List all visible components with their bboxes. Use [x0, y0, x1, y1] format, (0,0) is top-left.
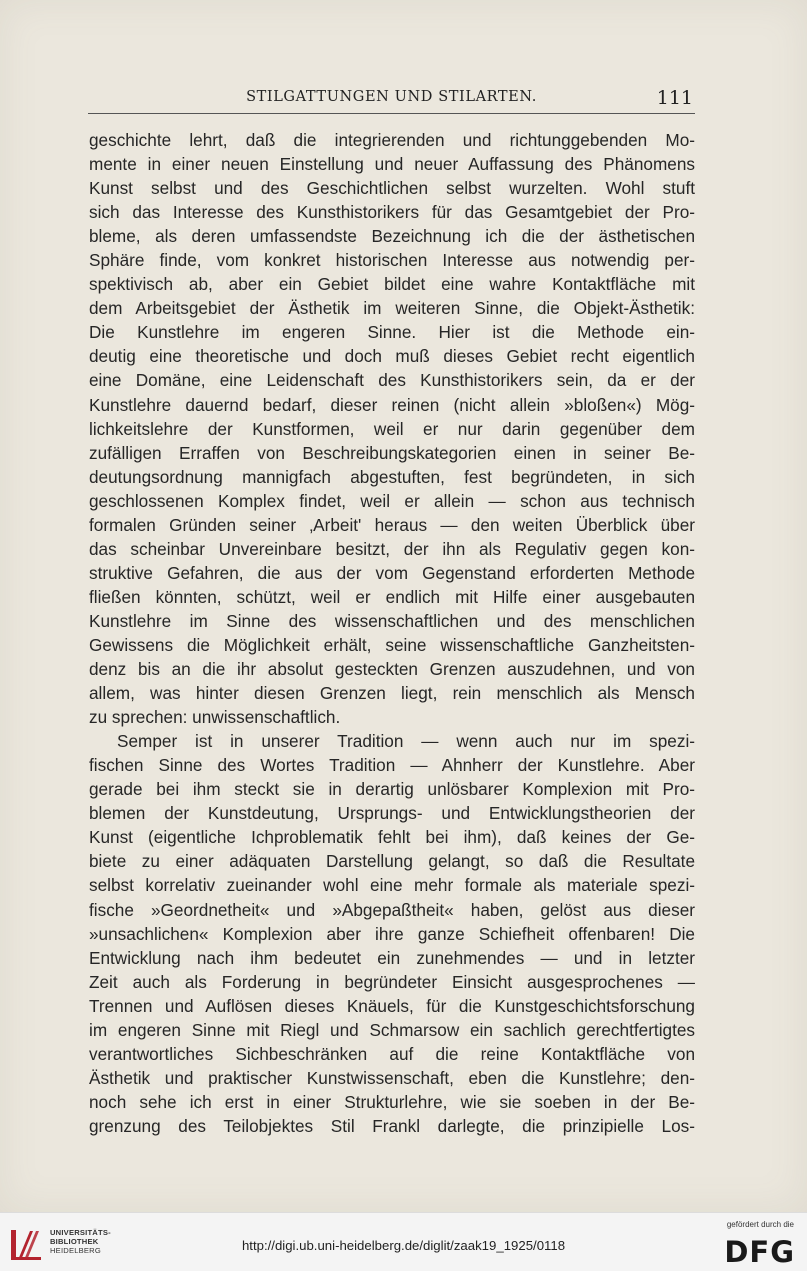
body-text [89, 128, 695, 1138]
text-line: mente in einer neuen Einstellung und neuer Auffassung des Phänomens [89, 154, 695, 175]
text-line: Die Kunstlehre im engeren Sinne. Hier ist die Methode ein- [89, 322, 695, 343]
text-line: fischen Sinne des Wortes Tradition — Ahnherr der Kunstlehre. Aber [89, 755, 695, 776]
text-line: eine Domäne, eine Leidenschaft des Kunsthistorikers sein, da er der [89, 370, 695, 391]
text-line: Entwicklung nach ihm bedeutet ein zunehmendes — und in letzter [89, 947, 695, 968]
text-line: Sphäre finde, vom konkret historischen Interesse aus notwendig per- [89, 250, 695, 271]
text-line: sich das Interesse des Kunsthistorikers für das Gesamtgebiet der Pro- [89, 202, 695, 223]
viewer-footer [0, 1212, 807, 1271]
funding-note: gefördert durch die [726, 1220, 794, 1229]
text-line: Trennen und Auflösen dieses Knäuels, für die Kunstgeschichtsforschung [89, 995, 695, 1016]
text-line: allem, was hinter diesen Grenzen liegt, rein menschlich als Mensch [89, 683, 695, 704]
text-line: »unsachlichen« Komplexion aber ihre ganze Schiefheit offenbaren! Die [89, 923, 695, 944]
text-line: lichkeitslehre der Kunstformen, weil er nur darin gegenüber dem [89, 418, 695, 439]
text-line: Kunstlehre im Sinne des wissenschaftlichen und des menschlichen [89, 610, 695, 631]
text-line: Kunst selbst und des Geschichtlichen selbst wurzelten. Wohl stuft [89, 178, 695, 199]
text-line: blemen der Kunstdeutung, Ursprungs- und Entwicklungstheorien der [89, 803, 695, 824]
text-line: formalen Gründen seiner ‚Arbeit' heraus — den weiten Überblick über [89, 514, 695, 535]
text-line: deutig eine theoretische und doch muß dieses Gebiet recht eigentlich [89, 346, 695, 367]
permalink-url[interactable]: http://digi.ub.uni-heidelberg.de/diglit/zaak19_1925/0118 [241, 1238, 566, 1253]
text-line: zu sprechen: unwissenschaftlich. [89, 707, 341, 728]
text-line: grenzung des Teilobjektes Stil Frankl darlegte, die prinzipielle Los- [89, 1115, 695, 1136]
text-line: Semper ist in unserer Tradition — wenn auch nur im spezi- [117, 731, 695, 752]
text-line: im engeren Sinne mit Riegl und Schmarsow ein sachlich gerechtfertigtes [89, 1019, 695, 1040]
text-line: fließen könnten, schützt, weil er endlich mit Hilfe einer ausgebauten [89, 586, 695, 607]
page-number: 111 [656, 87, 693, 109]
text-line: noch sehe ich erst in einer Strukturlehre, wie sie soeben in der Be- [89, 1091, 695, 1112]
text-line: Kunst (eigentliche Ichproblematik fehlt bei ihm), daß keines der Ge- [89, 827, 695, 848]
running-header [88, 87, 695, 114]
text-line: zufälligen Erraffen von Beschreibungskategorien einen in seiner Be- [89, 442, 695, 463]
text-line: deutungsordnung mannigfach abgestuften, fest begründeten, in sich [89, 466, 695, 487]
text-line: das scheinbar Unvereinbare besitzt, der ihn als Regulativ gegen kon- [89, 538, 695, 559]
text-line: geschichte lehrt, daß die integrierenden und richtunggebenden Mo- [89, 130, 695, 150]
text-line: geschlossenen Komplex findet, weil er allein — schon aus technisch [89, 490, 695, 511]
text-line: struktive Gefahren, die aus der vom Gegenstand erforderten Methode [89, 562, 695, 583]
text-line: Zeit auch als Forderung in begründeter Einsicht ausgesprochenes — [89, 971, 695, 992]
text-line: fische »Geordnetheit« und »Abgepaßtheit« haben, gelöst aus dieser [89, 899, 695, 920]
text-line: verantwortliches Sichbeschränken auf die reine Kontaktfläche von [89, 1043, 695, 1064]
text-line: Ästhetik und praktischer Kunstwissenschaft, eben die Kunstlehre; den- [89, 1067, 695, 1088]
dfg-logo[interactable]: DFG [724, 1235, 795, 1269]
text-line: biete zu einer adäquaten Darstellung gelangt, so daß die Resultate [89, 851, 695, 872]
text-line: selbst korrelativ zueinander wohl eine mehr formale als materiale spezi- [89, 875, 695, 896]
text-line: Gewissens die Möglichkeit erhält, seine wissenschaftliche Ganzheitsten- [89, 634, 695, 655]
library-line-2: BIBLIOTHEK [50, 1237, 99, 1246]
text-line: dem Arbeitsgebiet der Ästhetik im weiteren Sinne, die Objekt-Ästhetik: [89, 298, 695, 319]
library-line-3: HEIDELBERG [50, 1246, 101, 1255]
text-line: spektivisch ab, aber ein Gebiet bildet eine wahre Kontaktfläche mit [89, 274, 695, 295]
running-title: STILGATTUNGEN UND STILARTEN. [246, 89, 537, 105]
text-line: bleme, als deren umfassendste Bezeichnung ich die der ästhetischen [89, 226, 695, 247]
text-line: Kunstlehre dauernd bedarf, dieser reinen (nicht allein »bloßen«) Mög- [89, 394, 695, 415]
text-line: denz bis an die ihr absolut gesteckten Grenzen auszudehnen, und von [89, 659, 695, 680]
library-line-1: UNIVERSITÄTS- [50, 1228, 111, 1237]
text-line: gerade bei ihm steckt sie in derartig unlösbarer Komplexion mit Pro- [89, 779, 695, 800]
